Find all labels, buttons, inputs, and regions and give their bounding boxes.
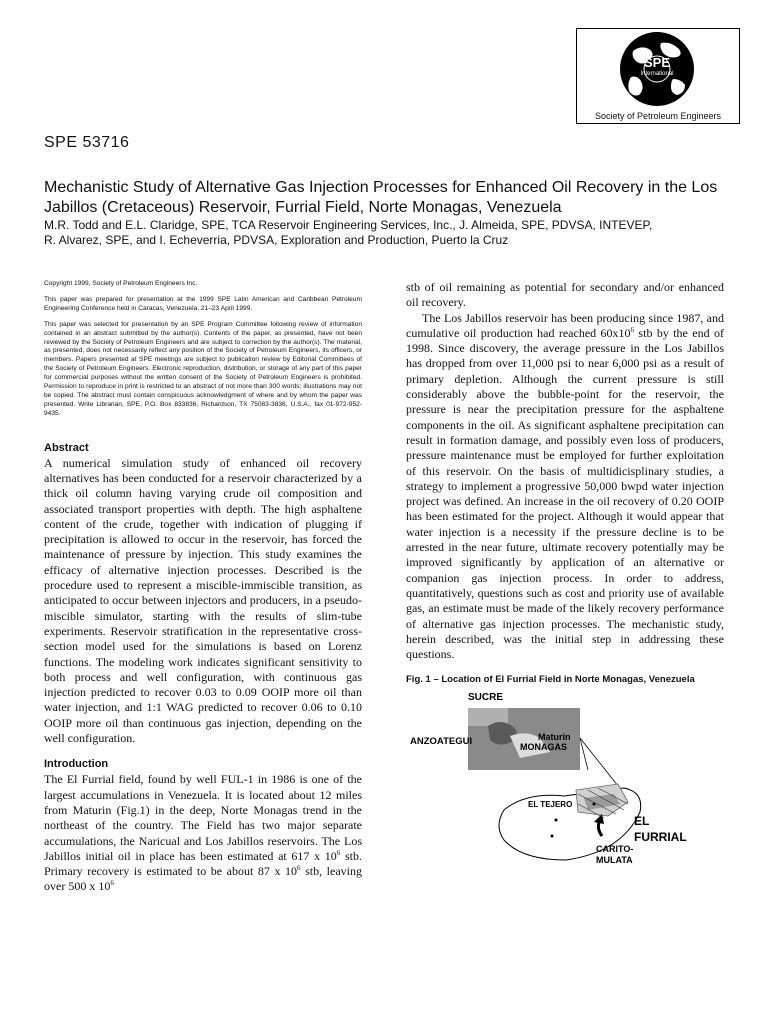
label-monagas: MONAGAS [520, 742, 567, 752]
authors [44, 218, 744, 248]
label-el-furrial-line-2: FURRIAL [634, 830, 687, 844]
authors-line-2: R. Alvarez, SPE, and I. Echeverria, PDVSA, Exploration and Production, Puerto la Cruz [44, 233, 509, 247]
selection-notice: This paper was selected for presentation by an SPE Program Committee following review of information contained in an abstract submitted by the author(s). Contents of the paper, as presented, have not been reviewed by the Society of Petroleum Engineers and are subject to correction by the author(s). The material, as presented, does not necessarily reflect any position of the Society of Petroleum Engineers, its officers, or members. Papers presented at SPE meetings are subject to publication review by Editorial Committees of the Society of Petroleum Engineers. Electronic reproduction, distribution, or storage of any part of this paper for commercial purposes without the written consent of the Society of Petroleum Engineers is prohibited. Permission to reproduce in print is restricted to an abstract of not more than 300 words; illustrations may not be copied. The abstract must contain conspicuous acknowledgment of where and by whom the paper was presented. Write Librarian, SPE, P.O. Box 833836, Richardson, TX 75083-3836, U.S.A., fax 01-972-952-9435. [44, 320, 362, 417]
label-anzoategui: ANZOATEGUI [410, 736, 473, 747]
label-carito-line-1: CARITO- [596, 844, 634, 854]
map-graphic [406, 686, 726, 886]
introduction-paragraph-1: The El Furrial field, found by well FUL-1 in 1986 is one of the largest accumulations in Venezuela. It is located about 12 miles from Maturin (Fig.1) in the deep, Norte Monagas trend in the northeast of the country. The Field has two major separate accumulations, the Naricual and Los Jabillos reservoirs. The Los Jabillos initial oil in place has been estimated at 617 x $10^6$ stb. Primary recovery is estimated to be about 87 x $10^6$ stb, leaving over 500 x $10^6$ [44, 772, 362, 894]
label-carito-line-2: MULATA [596, 855, 633, 865]
location-map-figure [406, 686, 726, 886]
logo-caption: Society of Petroleum Engineers [594, 111, 722, 121]
abstract-text: A numerical simulation study of enhanced oil recovery alternatives has been conducted for a reservoir characterized by a thick oil column having varying crude oil composition and associated transport properties with depth. The high asphaltene content of the crude, together with indication of plugging if precipitation is allowed to occur in the reservoir, has forced the maintenance of pressure by injection. This study examines the efficacy of alternative injection processes. Described is the procedure used to represent a miscible-immiscible transition, as anticipated to occur between injectors and producers, in a pseudo-miscible simulator, starting with the results of slim-tube experiments. Reservoir stratification in the representative cross-section model used for the simulations is based on Lorenz functions. The modeling work indicates significant sensitivity to both process and well configuration, with continuous gas injection predicted to recover 0.03 to 0.09 OOIP more oil than water injection, and 1:1 WAG predicted to recover 0.06 to 0.10 OOIP more oil than continuous gas injection, depending on the well configuration. [44, 455, 362, 746]
copyright-line: Copyright 1999, Society of Petroleum Engineers Inc. [44, 280, 198, 287]
logo-international-text: International [640, 71, 674, 77]
label-el-tejero: EL TEJERO [528, 800, 573, 809]
paper-number: SPE 53716 [44, 134, 130, 151]
spe-logo [576, 28, 740, 124]
introduction-continuation: stb of oil remaining as potential for secondary and/or enhanced oil recovery. [406, 280, 724, 310]
presentation-notice: This paper was prepared for presentation at the 1999 SPE Latin American and Caribbean Petroleum Engineering Conference held in Caracas, Venezuela, 21–23 April 1999. [44, 295, 362, 312]
introduction-heading: Introduction [44, 758, 109, 771]
label-maturin: Maturin [538, 732, 571, 742]
introduction-paragraph-2: The Los Jabillos reservoir has been producing since 1987, and cumulative oil production had reached $60x10^6$ stb by the end of 1998. Since discovery, the average pressure in the Los Jabillos has dropped from over 11,000 psi to near 6,000 psi as a result of primary depletion. Although the current pressure is still considerably above the bubble-point for the reservoir, the pressure is near the precipitation pressure for the asphaltene components in the oil. As significant asphaltene precipitation can result in formation damage, and possibly even loss of producers, pressure maintenance must be employed for further exploitation of this reservoir. On the basis of multidicisplinary studies, a strategy to implement a progressive 50,000 bwpd water injection project was defined. An increase in the oil recovery of 0.20 OOIP has been estimated for the project. Although it would appear that water injection is a necessity if the pressure decline is to be arrested in the near future, ultimate recovery potentially may be improved significantly by application of an alternative or companion gas injection process. In order to address, quantitatively, questions such as cost and priority use of available gas, an estimate must be made of the likely recovery performance of alternative gas injection processes. The mechanistic study, herein described, was the initial step in addressing these questions. [406, 310, 724, 662]
label-el-furrial-line-1: EL [634, 814, 650, 828]
paper-title: Mechanistic Study of Alternative Gas Injection Processes for Enhanced Oil Recovery in the Los Jabillos (Cretaceous) Reservoir, Furrial Field, Norte Monagas, Venezuela [44, 179, 718, 216]
right-column [406, 280, 724, 685]
abstract-heading: Abstract [44, 441, 89, 454]
left-column [44, 280, 362, 895]
logo-spe-text: SPE [643, 55, 670, 70]
figure-caption: Fig. 1 – Location of El Furrial Field in Norte Monagas, Venezuela [406, 674, 695, 686]
label-sucre: SUCRE [468, 692, 504, 703]
authors-line-1: M.R. Todd and E.L. Claridge, SPE, TCA Reservoir Engineering Services, Inc., J. Almeida, SPE, PDVSA, INTEVEP, [44, 218, 653, 232]
